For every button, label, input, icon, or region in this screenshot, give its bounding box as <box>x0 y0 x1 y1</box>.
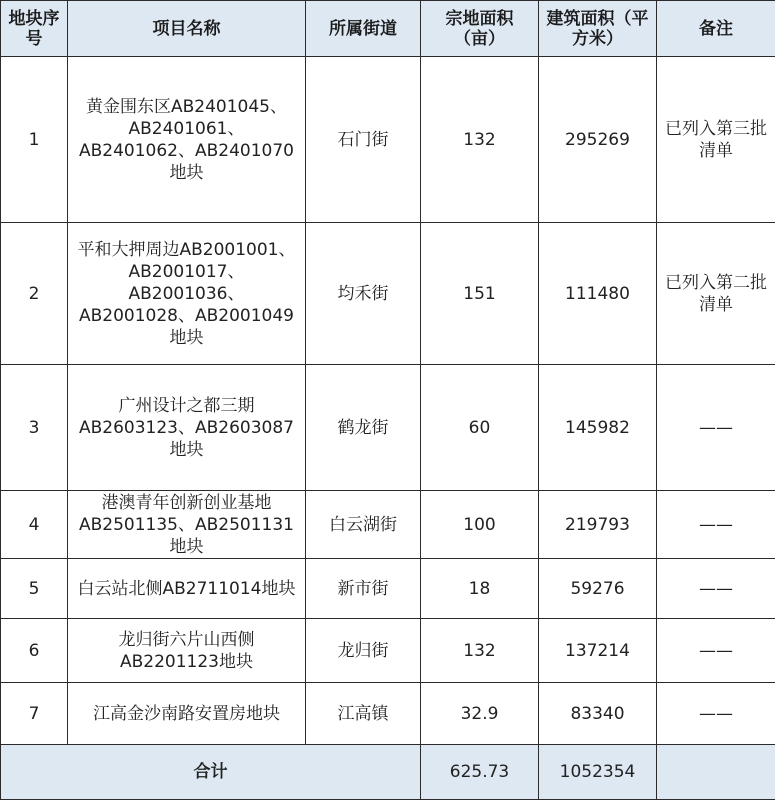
table-row <box>1 57 775 223</box>
total-land-area: 625.73 <box>421 745 539 800</box>
cell-index: 4 <box>1 491 68 559</box>
cell-index: 3 <box>1 365 68 491</box>
cell-name: 平和大押周边AB2001001、AB2001017、AB2001036、AB2001028、AB2001049地块 <box>68 223 306 365</box>
cell-remark: —— <box>657 491 775 559</box>
cell-build-area: 111480 <box>539 223 657 365</box>
cell-name: 江高金沙南路安置房地块 <box>68 683 306 745</box>
cell-build-area: 295269 <box>539 57 657 223</box>
cell-build-area: 145982 <box>539 365 657 491</box>
table-row <box>1 619 775 683</box>
cell-name: 龙归街六片山西侧AB2201123地块 <box>68 619 306 683</box>
cell-build-area: 137214 <box>539 619 657 683</box>
total-remark <box>657 745 775 800</box>
cell-land-area: 132 <box>421 57 539 223</box>
cell-remark: 已列入第三批清单 <box>657 57 775 223</box>
table-row <box>1 223 775 365</box>
cell-street: 白云湖街 <box>306 491 421 559</box>
cell-index: 7 <box>1 683 68 745</box>
cell-build-area: 83340 <box>539 683 657 745</box>
header-build-area: 建筑面积（平方米） <box>539 1 657 57</box>
cell-street: 鹤龙街 <box>306 365 421 491</box>
cell-street: 新市街 <box>306 559 421 619</box>
cell-land-area: 132 <box>421 619 539 683</box>
cell-land-area: 151 <box>421 223 539 365</box>
cell-name: 白云站北侧AB2711014地块 <box>68 559 306 619</box>
cell-index: 5 <box>1 559 68 619</box>
cell-index: 2 <box>1 223 68 365</box>
cell-land-area: 32.9 <box>421 683 539 745</box>
cell-name: 广州设计之都三期AB2603123、AB2603087地块 <box>68 365 306 491</box>
table-row <box>1 365 775 491</box>
header-remark: 备注 <box>657 1 775 57</box>
cell-build-area: 59276 <box>539 559 657 619</box>
cell-remark: —— <box>657 683 775 745</box>
cell-index: 6 <box>1 619 68 683</box>
cell-street: 石门街 <box>306 57 421 223</box>
header-street: 所属街道 <box>306 1 421 57</box>
header-row <box>1 1 775 57</box>
table-row <box>1 683 775 745</box>
total-label: 合计 <box>1 745 421 800</box>
cell-remark: —— <box>657 619 775 683</box>
header-land-area: 宗地面积（亩） <box>421 1 539 57</box>
header-name: 项目名称 <box>68 1 306 57</box>
cell-index: 1 <box>1 57 68 223</box>
cell-street: 江高镇 <box>306 683 421 745</box>
cell-street: 均禾街 <box>306 223 421 365</box>
cell-land-area: 100 <box>421 491 539 559</box>
total-build-area: 1052354 <box>539 745 657 800</box>
cell-land-area: 18 <box>421 559 539 619</box>
table-row <box>1 559 775 619</box>
cell-remark: —— <box>657 365 775 491</box>
total-row <box>1 745 775 800</box>
table-row <box>1 491 775 559</box>
cell-build-area: 219793 <box>539 491 657 559</box>
cell-remark: —— <box>657 559 775 619</box>
cell-land-area: 60 <box>421 365 539 491</box>
cell-remark: 已列入第二批清单 <box>657 223 775 365</box>
cell-street: 龙归街 <box>306 619 421 683</box>
header-index: 地块序号 <box>1 1 68 57</box>
cell-name: 港澳青年创新创业基地AB2501135、AB2501131地块 <box>68 491 306 559</box>
cell-name: 黄金围东区AB2401045、AB2401061、AB2401062、AB2401070地块 <box>68 57 306 223</box>
